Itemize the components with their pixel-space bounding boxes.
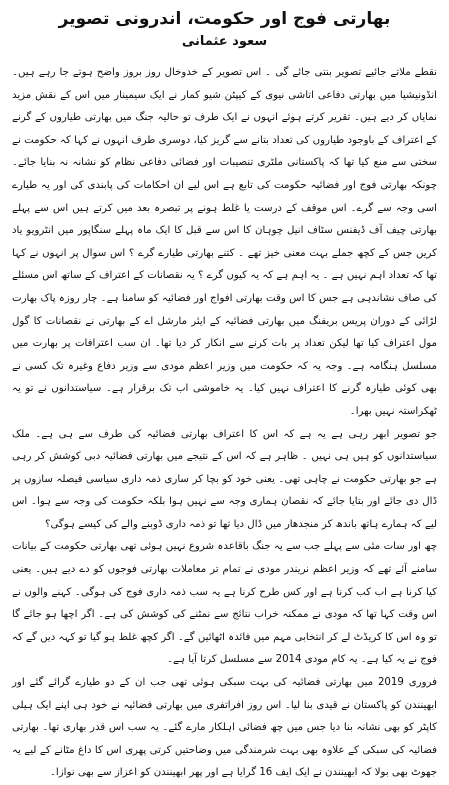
article-title: بھارتی فوج اور حکومت، اندرونی تصویر bbox=[58, 9, 391, 29]
article-body bbox=[12, 62, 437, 785]
article-paragraph: جو تصویر ابھر رہی ہے یہ ہے کہ اس کا اعتراف بھارتی فضائیہ کی طرف سے ہی ہے۔ ملک سیاستدانوں کو ہیں ہی نہیں ۔ ظاہر ہے کہ اس کے نتیجے میں بھارتی فضائیہ دبی کوشش کر رہی ہے جو بھارتی حکومت نے چاہی تھی۔ یعنی خود کو بچا کر ساری ذمہ داری سیاسی فیصلہ سازوں پر ڈال دی جائے اور بتایا جائے کہ نقصان ہماری وجہ سے نہیں ہوا بلکہ حکومت کی وجہ سے ہوا۔ اس لیے کہ ہمارے ہاتھ باندھ کر منجدھار میں ڈال دیا تھا تو ذمہ داری ڈوبنے والے کی کیسے ہوگی؟ bbox=[12, 428, 437, 530]
article-paragraph: نقطے ملاتے جائیے تصویر بنتی جائے گی ۔ اس تصویر کے خدوخال روز بروز واضح ہوتے جا رہے ہیں۔ انڈونیشیا میں بھارتی دفاعی اتاشی نیوی کے کیپٹن شیو کمار نے ایک سیمینار میں اس کے نقش مزید نمایاں کر دیے ہیں۔ تقریر کرتے ہوئے انہوں نے ایک طرف تو حالیہ جنگ میں بھارتی طیاروں کے گرنے کے اعتراف کے باوجود طیاروں کی تعداد بتانے سے گریز کیا، دوسری طرف انہوں نے کہا کہ حکومت نے سختی سے منع کیا تھا کہ پاکستانی ملٹری تنصیبات اور فضائی دفاعی نظام کو نشانہ نہ بنایا جائے۔ چونکہ بھارتی فوج اور فضائیہ حکومت کی تابع ہے اس لیے ان احکامات کی پابندی کی اور یہ طیارے اسی وجہ سے گرے۔ اس موقف کے درست یا غلط ہونے پر تبصرہ بعد میں کرتے ہیں اس سے پہلے بھارتی چیف آف ڈیفنس سٹاف انیل چوہان کا اس سے قبل کا ایک ماہ پہلے سنگاپور میں انٹرویو یاد کریں جس کے کچھ جملے بہت معنی خیز تھے ۔ کتنے بھارتی طیارے گرے ؟ اس سوال پر انہوں نے کہا تھا کہ تعداد اہم نہیں ہے ۔ یہ اہم ہے کہ یہ کیوں گرے ؟ یہ نقصانات کے اعتراف کے ساتھ اس مسئلے کی صاف نشاندہی ہے جس کا اس وقت بھارتی افواج اور فضائیہ کو سامنا ہے۔ چار روزہ پاک بھارت لڑائی کے دوران پریس بریفنگ میں بھارتی فضائیہ کے ایئر مارشل اے کے بھارتی نے نقصانات کا گول مول اعتراف کیا تھا لیکن تعداد پر بات کرنے سے انکار کر دیا تھا۔ ان سب اعترافات پر بھارت میں مسلسل ہنگامہ ہے۔ وجہ یہ کہ حکومت میں وزیر اعظم مودی سے وزیر دفاع وغیرہ تک کسی نے بھی کوئی طیارہ گرنے کا اعتراف نہیں کیا۔ یہ خاموشی اب تک برقرار ہے۔ سیاستدانوں نے تو یہ ٹھکراستہ نہیں بھرا۔ bbox=[12, 67, 437, 417]
article-paragraph: فروری 2019 میں بھارتی فضائیہ کی بہت سبکی ہوئی تھی جب ان کے دو طیارے گرائے گئے اور ابھینندن کو پاکستان نے قیدی بنا لیا۔ اس روز افراتفری میں بھارتی فضائیہ نے خود ہی اپنے ایک ہیلی کاپٹر کو بھی نشانہ بنا دیا جس میں چھ فضائی اہلکار مارے گئے۔ یہ سب اس قدر بھاری تھا۔ بھارتی فضائیہ کی سبکی کے علاوہ بھی بہت شرمندگی میں وضاحتیں کرتی پھری اس کا داغ مٹانے کے لیے یہ جھوٹ بھی بولا کہ ابھینندن نے ایک ایف 16 گرایا ہے اور پھر ابھینندن کو اعزاز سے بھی نوازا۔ bbox=[12, 677, 438, 779]
article-author: سعود عثمانی bbox=[181, 34, 268, 49]
article-paragraph: چھ اور سات مئی سے پہلے جب سے یہ جنگ باقاعدہ شروع نہیں ہوئی تھی بھارتی حکومت کے بیانات سامنے آئے تھے کہ وزیر اعظم نریندر مودی نے تمام تر معاملات بھارتی فوجوں کو دے دیے ہیں۔ یعنی کیا کرنا ہے اب کب کرنا ہے اور کس طرح کرنا ہے یہ سب ذمہ داری فوج کی ہوگی۔ کہنے والوں نے اس وقت کہا تھا کہ مودی نے ممکنہ خراب نتائج سے نمٹنے کی کوشش کی ہے۔ اگر اچھا ہو جائے گا تو وہ اس کا کریڈٹ لے کر انتخابی مہم میں فائدہ اٹھائیں گے۔ اگر کچھ غلط ہو گیا تو کہہ دیں گے کہ فوج نے یہ کیا ہے۔ یہ کام مودی 2014 سے مسلسل کرتا آیا ہے۔ bbox=[12, 541, 437, 666]
